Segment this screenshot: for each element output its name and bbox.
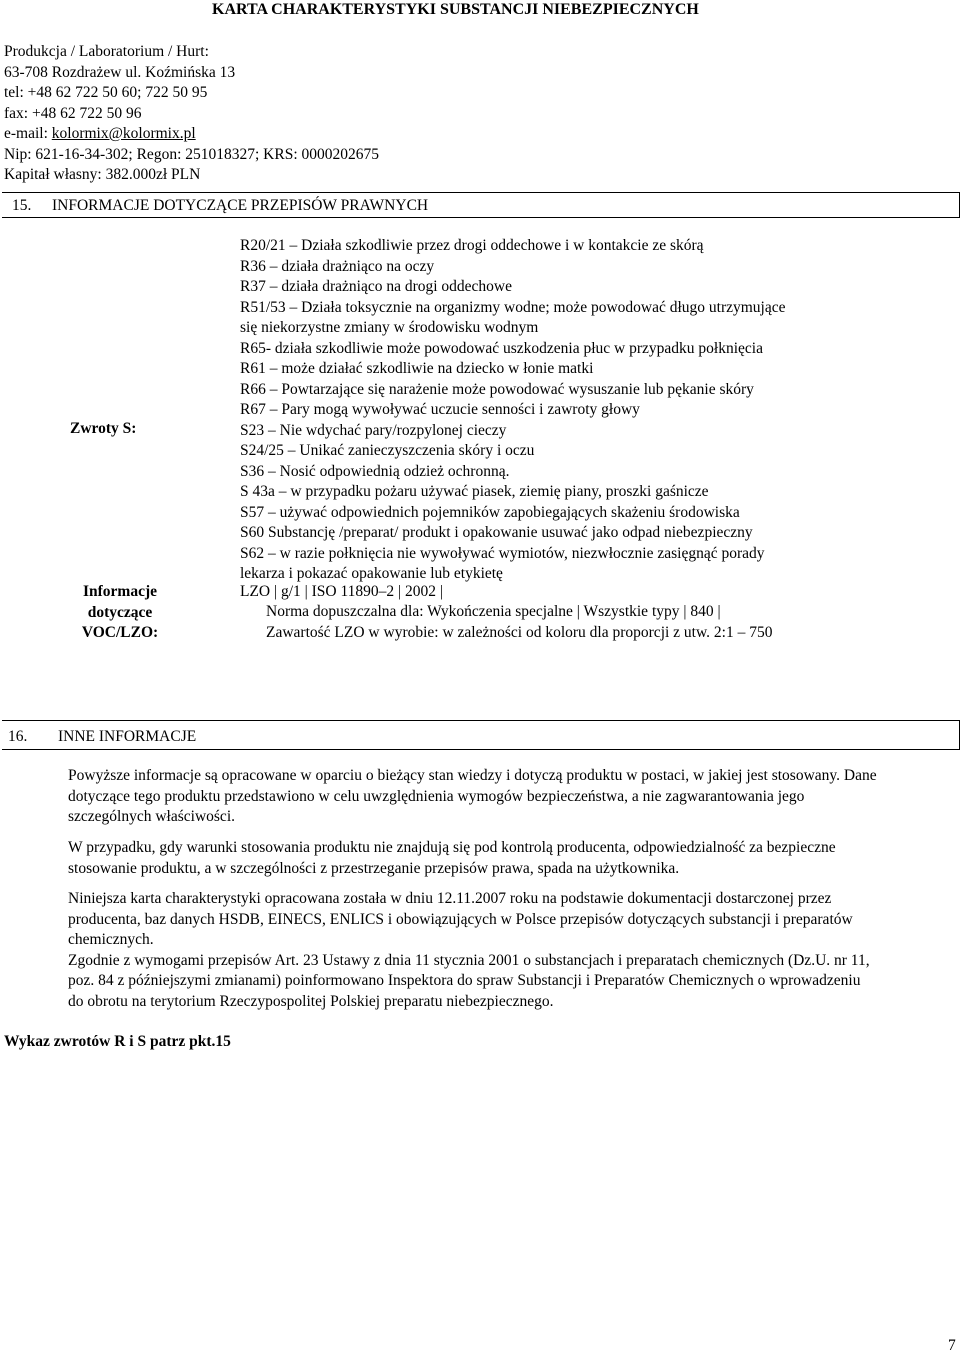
phrase-item: R36 – działa drażniąco na oczy (240, 257, 435, 275)
phrase-item: R65- działa szkodliwie może powodować uszkodzenia płuc w przypadku połknięcia (240, 339, 763, 357)
company-fax: fax: +48 62 722 50 96 (4, 104, 142, 122)
company-line: Produkcja / Laboratorium / Hurt: (4, 43, 209, 60)
info-text: Zgodnie z wymogami przepisów Art. 23 Ustawy z dnia 11 stycznia 2001 o substancjach i preparatach chemicznych (Dz.U. nr 11, poz. 84 z późniejszymi zmianami) poinformowano Inspektora do spraw Substancji i Preparatów Chemicznych o wprowadzeniu do obrotu na terytorium Rzeczypospolitej Polskiej preparatu niebezpiecznego. (68, 951, 870, 1010)
phrase-item: S24/25 – Unikać zanieczyszczenia skóry i oczu (240, 442, 535, 459)
phrase-item: się niekorzystne zmiany w środowisku wodnym (240, 319, 539, 336)
document-title: KARTA CHARAKTERYSTYKI SUBSTANCJI NIEBEZPIECZNYCH (212, 1, 699, 18)
company-capital: Kapitał własny: 382.000zł PLN (4, 166, 201, 183)
zwroty-label: Zwroty S: (70, 420, 137, 437)
section-16-heading (2, 720, 960, 750)
closing-note: Wykaz zwrotów R i S patrz pkt.15 (4, 1033, 231, 1050)
divider (2, 192, 960, 193)
page-number: 7 (948, 1337, 956, 1354)
section-number: 16. (8, 728, 28, 745)
info-text: Niniejsza karta charakterystyki opracowana została w dniu 12.11.2007 roku na podstawie dokumentacji dostarczonej przez producenta, baz danych HSDB, EINECS, ENLICS i obowiązujących w Polsce przepisów dotyczących substancji i preparatów chemicznych. (68, 890, 853, 948)
phrase-item: R51/53 – Działa toksycznie na organizmy wodne; może powodować długo utrzymujące (240, 298, 786, 316)
company-address: 63-708 Rozdrażew ul. Koźmińska 13 (4, 63, 236, 81)
voc-line: Norma dopuszczalna dla: Wykończenia specjalne | Wszystkie typy | 840 | (266, 603, 721, 620)
risk-safety-phrases (240, 236, 786, 585)
info-paragraph (68, 889, 878, 1012)
info-paragraph: W przypadku, gdy warunki stosowania produktu nie znajdują się pod kontrolą producenta, odpowiedzialność za bezpieczne stosowanie produktu, a w szczególności z przestrzeganie przepisów prawa, spada na użytkownika. (68, 839, 836, 877)
section-title: INNE INFORMACJE (58, 728, 197, 745)
phrase-item: R66 – Powtarzające się narażenie może powodować wysuszanie lub pękanie skóry (240, 380, 754, 398)
section-title: INFORMACJE DOTYCZĄCE PRZEPISÓW PRAWNYCH (52, 197, 429, 214)
email-label: e-mail: (4, 125, 52, 142)
phrase-item: S57 – używać odpowiednich pojemników zapobiegających skażeniu środowiska (240, 503, 740, 521)
phrase-item: S62 – w razie połknięcia nie wywoływać wymiotów, niezwłocznie zasięgnąć porady (240, 544, 765, 562)
phrase-item: R37 – działa drażniąco na drogi oddechowe (240, 278, 513, 295)
company-phone: tel: +48 62 722 50 60; 722 50 95 (4, 84, 208, 101)
phrase-item: R61 – może działać szkodliwie na dziecko w łonie matki (240, 360, 594, 377)
voc-label: Informacje dotyczące VOC/LZO: (81, 583, 159, 641)
email-link[interactable]: kolormix@kolormix.pl (51, 125, 196, 142)
company-registration: Nip: 621-16-34-302; Regon: 251018327; KRS: 0000202675 (4, 145, 380, 163)
phrase-item: R67 – Pary mogą wywoływać uczucie senności i zawroty głowy (240, 401, 640, 418)
company-email-row (4, 124, 379, 145)
phrase-item: R20/21 – Działa szkodliwie przez drogi oddechowe i w kontakcie ze skórą (240, 237, 704, 254)
phrase-item: S23 – Nie wdychać pary/rozpylonej cieczy (240, 421, 507, 439)
phrase-item: S 43a – w przypadku pożaru używać piasek, ziemię piany, proszki gaśnicze (240, 483, 709, 500)
section-15-heading (2, 196, 960, 218)
info-paragraph: Powyższe informacje są opracowane w oparciu o bieżący stan wiedzy i dotyczą produktu w postaci, w jakiej jest stosowany. Dane dotyczące tego produktu przedstawiono w celu uwzględnienia wymogów bezpieczeństwa, a nie zagwarantowania jego szczególnych właściwości. (68, 767, 877, 825)
phrase-item: S36 – Nosić odpowiednią odzież ochronną. (240, 462, 510, 480)
section-number: 15. (12, 197, 32, 214)
company-info (4, 42, 379, 186)
voc-line: LZO | g/1 | ISO 11890–2 | 2002 | (240, 583, 443, 600)
phrase-item: lekarza i pokazać opakowanie lub etykietę (240, 565, 503, 582)
voc-line: Zawartość LZO w wyrobie: w zależności od koloru dla proporcji z utw. 2:1 – 750 (266, 624, 773, 641)
phrase-item: S60 Substancję /preparat/ produkt i opakowanie usuwać jako odpad niebezpieczny (240, 524, 753, 541)
